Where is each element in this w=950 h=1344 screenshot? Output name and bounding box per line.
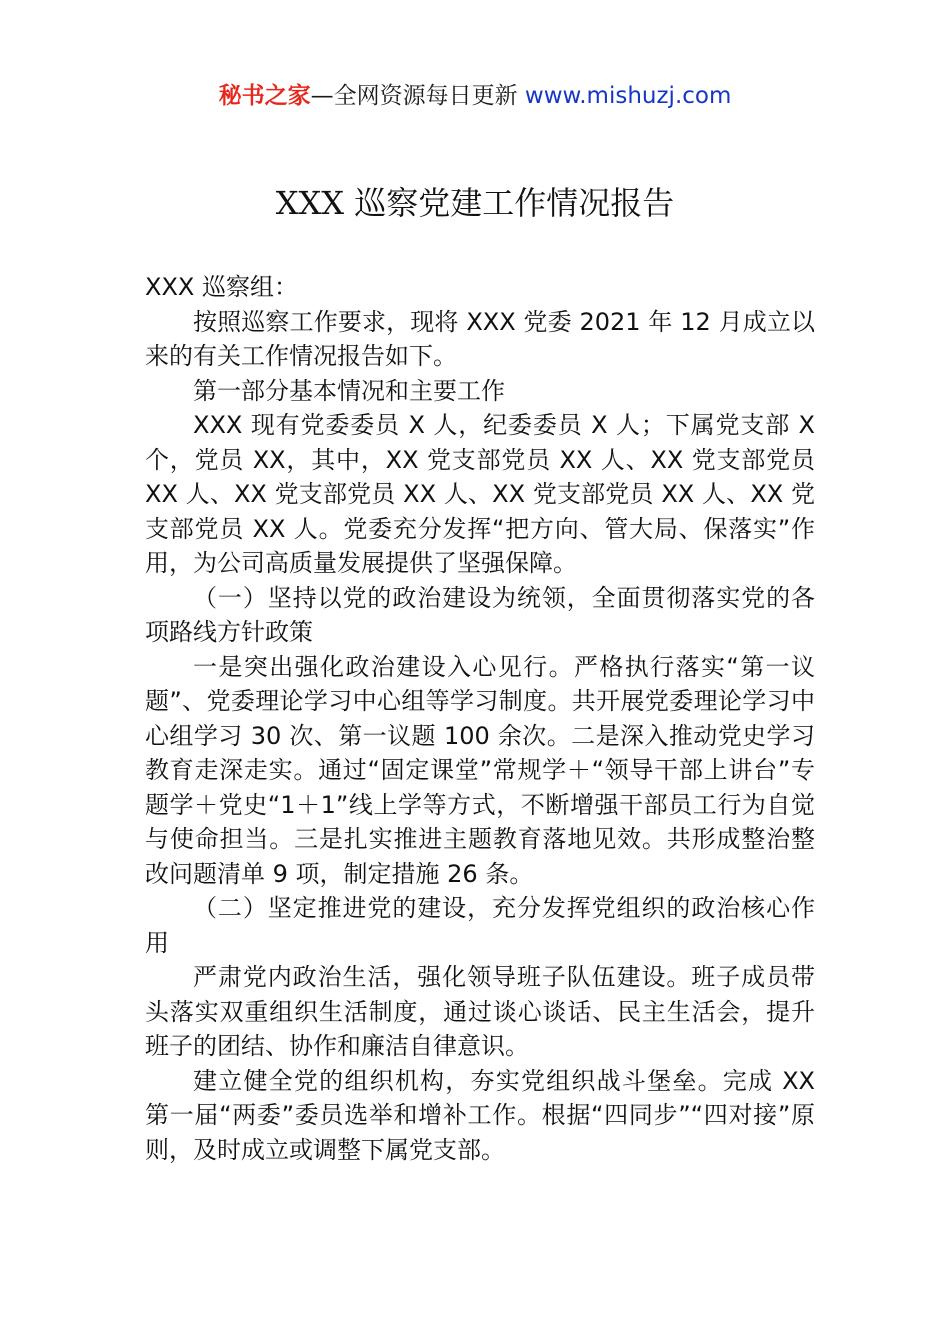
subsection-heading-two: （二）坚定推进党的建设，充分发挥党组织的政治核心作用 [145,894,815,957]
site-url-link[interactable]: www.mishuzj.com [524,83,732,109]
salutation: XXX 巡察组： [145,273,298,301]
document-body [145,270,815,1167]
paragraph-political-construction: 一是突出强化政治建设入心见行。严格执行落实“第一议题”、党委理论学习中心组等学习制度。共开展党委理论学习中心组学习 30 次、第一议题 100 余次。二是深入推动党史学习教育走深走实。通过“固定课堂”常规学＋“领导干部上讲台”专题学＋党史“1＋1”线上学等方式，不断增强干部员工行为自觉与使命担当。三是扎实推进主题教育落地见效。共形成整治整改问题清单 9 项，制定措施 26 条。 [145,652,815,888]
header-tagline: —全网资源每日更新 [310,83,525,109]
paragraph-intro: 按照巡察工作要求，现将 XXX 党委 2021 年 12 月成立以来的有关工作情况报告如下。 [145,307,815,370]
brand-name: 秘书之家 [218,83,311,109]
paragraph-political-life: 严肃党内政治生活，强化领导班子队伍建设。班子成员带头落实双重组织生活制度，通过谈心谈话、民主生活会，提升班子的团结、协作和廉洁自律意识。 [145,963,815,1060]
site-header [0,80,950,112]
subsection-heading-one: （一）坚持以党的政治建设为统领，全面贯彻落实党的各项路线方针政策 [145,583,815,646]
document-title: XXX 巡察党建工作情况报告 [275,184,675,222]
section-heading-part-one: 第一部分基本情况和主要工作 [193,376,505,405]
paragraph-basic-info: XXX 现有党委委员 X 人，纪委委员 X 人；下属党支部 X 个，党员 XX，其中，XX 党支部党员 XX 人、XX 党支部党员 XX 人、XX 党支部党员 XX 人、XX 党支部党员 XX 人、XX 党支部党员 XX 人。党委充分发挥“把方向、管大局、保落实”作用，为公司高质量发展提供了坚强保障。 [145,411,815,577]
paragraph-organization: 建立健全党的组织机构，夯实党组织战斗堡垒。完成 XX 第一届“两委”委员选举和增补工作。根据“四同步”“四对接”原则，及时成立或调整下属党支部。 [145,1066,815,1164]
